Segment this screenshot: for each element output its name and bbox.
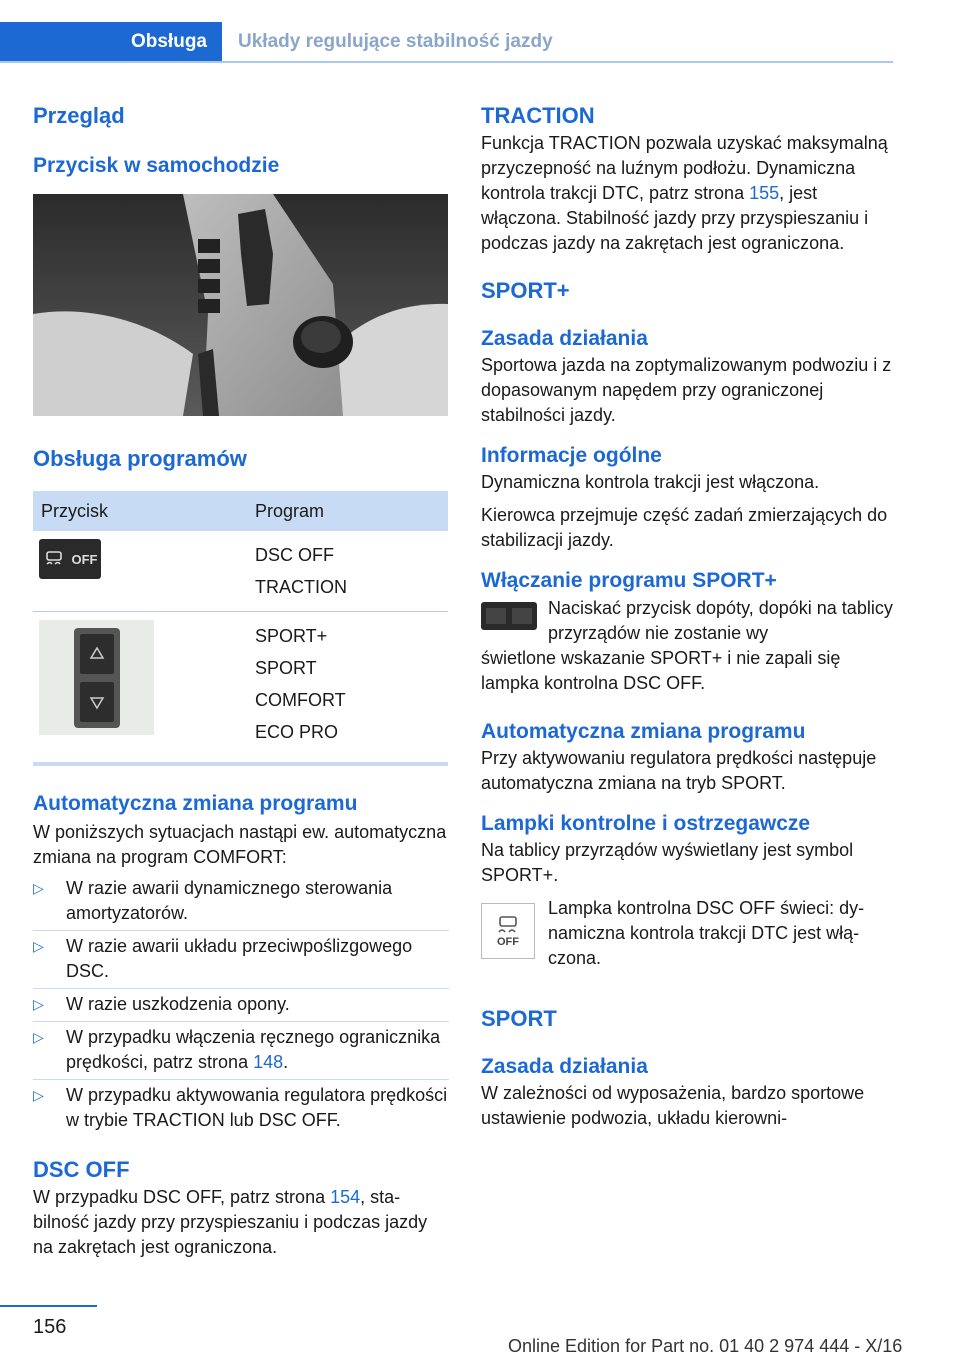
heading-sport-plus: SPORT+ (481, 278, 570, 303)
heading-sport: SPORT (481, 1006, 557, 1031)
triangle-bullet-icon: ▷ (33, 1087, 44, 1103)
traction-text: Funkcja TRACTION pozwala uzyskać maksymalną przyczepność na luźnym podłożu. Dynamiczna kontrola trakcji DTC, patrz strona 155, jest włączona. Stabilność jazdy przy przyspieszaniu i podczas jazdy na zakrętach jest ograniczona. (481, 133, 888, 253)
page-link-155[interactable]: 155 (749, 183, 780, 203)
edition-note: Online Edition for Part no. 01 40 2 974 444 - X/16 (508, 1336, 903, 1356)
triangle-bullet-icon: ▷ (33, 996, 44, 1012)
heading-button-in-car: Przycisk w samochodzie (33, 154, 280, 177)
drive-mode-switch-icon (39, 620, 154, 735)
programs-table (33, 491, 448, 756)
page-number: 156 (33, 1316, 67, 1338)
page-link-154[interactable]: 154 (330, 1187, 361, 1207)
enable-text-b: świetlone wskazanie SPORT+ i nie zapali się lampka kontrolna DSC OFF. (481, 648, 841, 693)
heading-overview: Przegląd (33, 103, 125, 128)
auto-change-list (33, 876, 449, 1141)
program-traction: TRACTION (255, 577, 347, 597)
table-row (33, 612, 448, 757)
center-console-image (33, 194, 448, 416)
table-bottom-rule (33, 762, 448, 766)
program-dsc-off: DSC OFF (255, 545, 334, 565)
heading-warning-lamps: Lampki kontrolne i ostrzegawcze (481, 812, 811, 835)
footer-rule (0, 1305, 97, 1307)
heading-principle-2: Zasada działania (481, 1055, 648, 1078)
dsc-off-label: OFF (71, 551, 98, 567)
center-console-photo (33, 194, 448, 416)
principle-2-text: W zależności od wyposażenia, bardzo sportowe ustawienie podwozia, układu kierowni- (481, 1083, 865, 1128)
heading-programs: Obsługa programów (33, 446, 247, 471)
heading-auto-change-2: Automatyczna zmiana programu (481, 720, 806, 743)
lamp-block (481, 896, 896, 976)
header-tabs (0, 0, 960, 62)
tab-section-title[interactable]: Układy regulujące stabilność jazdy (238, 31, 553, 52)
program-sport: SPORT (255, 658, 317, 678)
heading-principle-1: Zasada działania (481, 327, 648, 350)
heading-dsc-off: DSC OFF (33, 1157, 130, 1182)
program-eco-pro: ECO PRO (255, 722, 339, 742)
program-comfort: COMFORT (255, 690, 346, 710)
lamp-text: Lampka kontrolna DSC OFF świeci: dynamiczna kontrola trakcji DTC jest włączona. (548, 898, 865, 968)
general-info-p1: Dynamiczna kontrola trakcji jest włączona. (481, 472, 820, 492)
triangle-bullet-icon: ▷ (33, 938, 44, 954)
right-column (481, 100, 896, 1131)
heading-auto-change: Automatyczna zmiana programu (33, 792, 358, 815)
principle-1-text: Sportowa jazda na zoptymalizowanym podwoziu i z dopasowanym napędem przy ograniczonej stabilności jazdy. (481, 355, 892, 425)
dsc-off-lamp-label: OFF (497, 936, 519, 948)
car-skid-icon (43, 548, 65, 570)
header-divider (0, 61, 893, 63)
left-column (33, 100, 449, 1260)
tab-obsluga[interactable]: Obsługa (0, 22, 222, 62)
warning-lamps-text: Na tablicy przyrządów wyświetlany jest symbol SPORT+. (481, 840, 854, 885)
auto-change-intro: W poniższych sytuacjach nastąpi ew. automatyczna zmiana na program COMFORT: (33, 822, 447, 867)
heading-traction: TRACTION (481, 103, 595, 128)
car-skid-lamp-icon (495, 914, 521, 936)
sport-switch-icon (481, 602, 537, 630)
enable-block (481, 596, 896, 696)
list-item: ▷ W przypadku włączenia ręcznego ogranicznika prędkości, patrz strona 148. (33, 1025, 449, 1083)
list-item: ▷ W razie awarii układu przeciwpoślizgowego DSC. (33, 934, 449, 992)
col-header-program: Program (249, 491, 448, 531)
page-link-148[interactable]: 148 (253, 1052, 284, 1072)
program-sport-plus: SPORT+ (255, 626, 328, 646)
rocker-switch-icon (72, 626, 122, 730)
list-item: ▷ W razie awarii dynamicznego sterowania amortyzatorów. (33, 876, 449, 934)
dsc-off-text: W przypadku DSC OFF, patrz strona 154, stabilność jazdy przy przyspieszaniu i podczas jazdy na zakrętach jest ograniczona. (33, 1187, 428, 1257)
list-item: ▷ W razie uszkodzenia opony. (33, 992, 449, 1025)
col-header-button: Przycisk (33, 491, 249, 531)
triangle-bullet-icon: ▷ (33, 1029, 44, 1045)
heading-enable-sport-plus: Włączanie programu SPORT+ (481, 569, 777, 592)
dsc-off-indicator-icon (481, 903, 535, 959)
enable-text-a: Naciskać przycisk dopóty, dopóki na tablicy przyrządów nie zostanie wy (548, 598, 893, 643)
heading-general-info: Informacje ogólne (481, 444, 662, 467)
table-row (33, 531, 448, 612)
auto-change-2-text: Przy aktywowaniu regulatora prędkości następuje automatyczna zmiana na tryb SPORT. (481, 748, 877, 793)
general-info-p2: Kierowca przejmuje część zadań zmierzających do stabilizacji jazdy. (481, 505, 888, 550)
list-item: ▷ W przypadku aktywowania regulatora prędkości w trybie TRACTION lub DSC OFF. (33, 1085, 448, 1130)
triangle-bullet-icon: ▷ (33, 880, 44, 896)
dsc-off-button-icon (39, 539, 101, 579)
